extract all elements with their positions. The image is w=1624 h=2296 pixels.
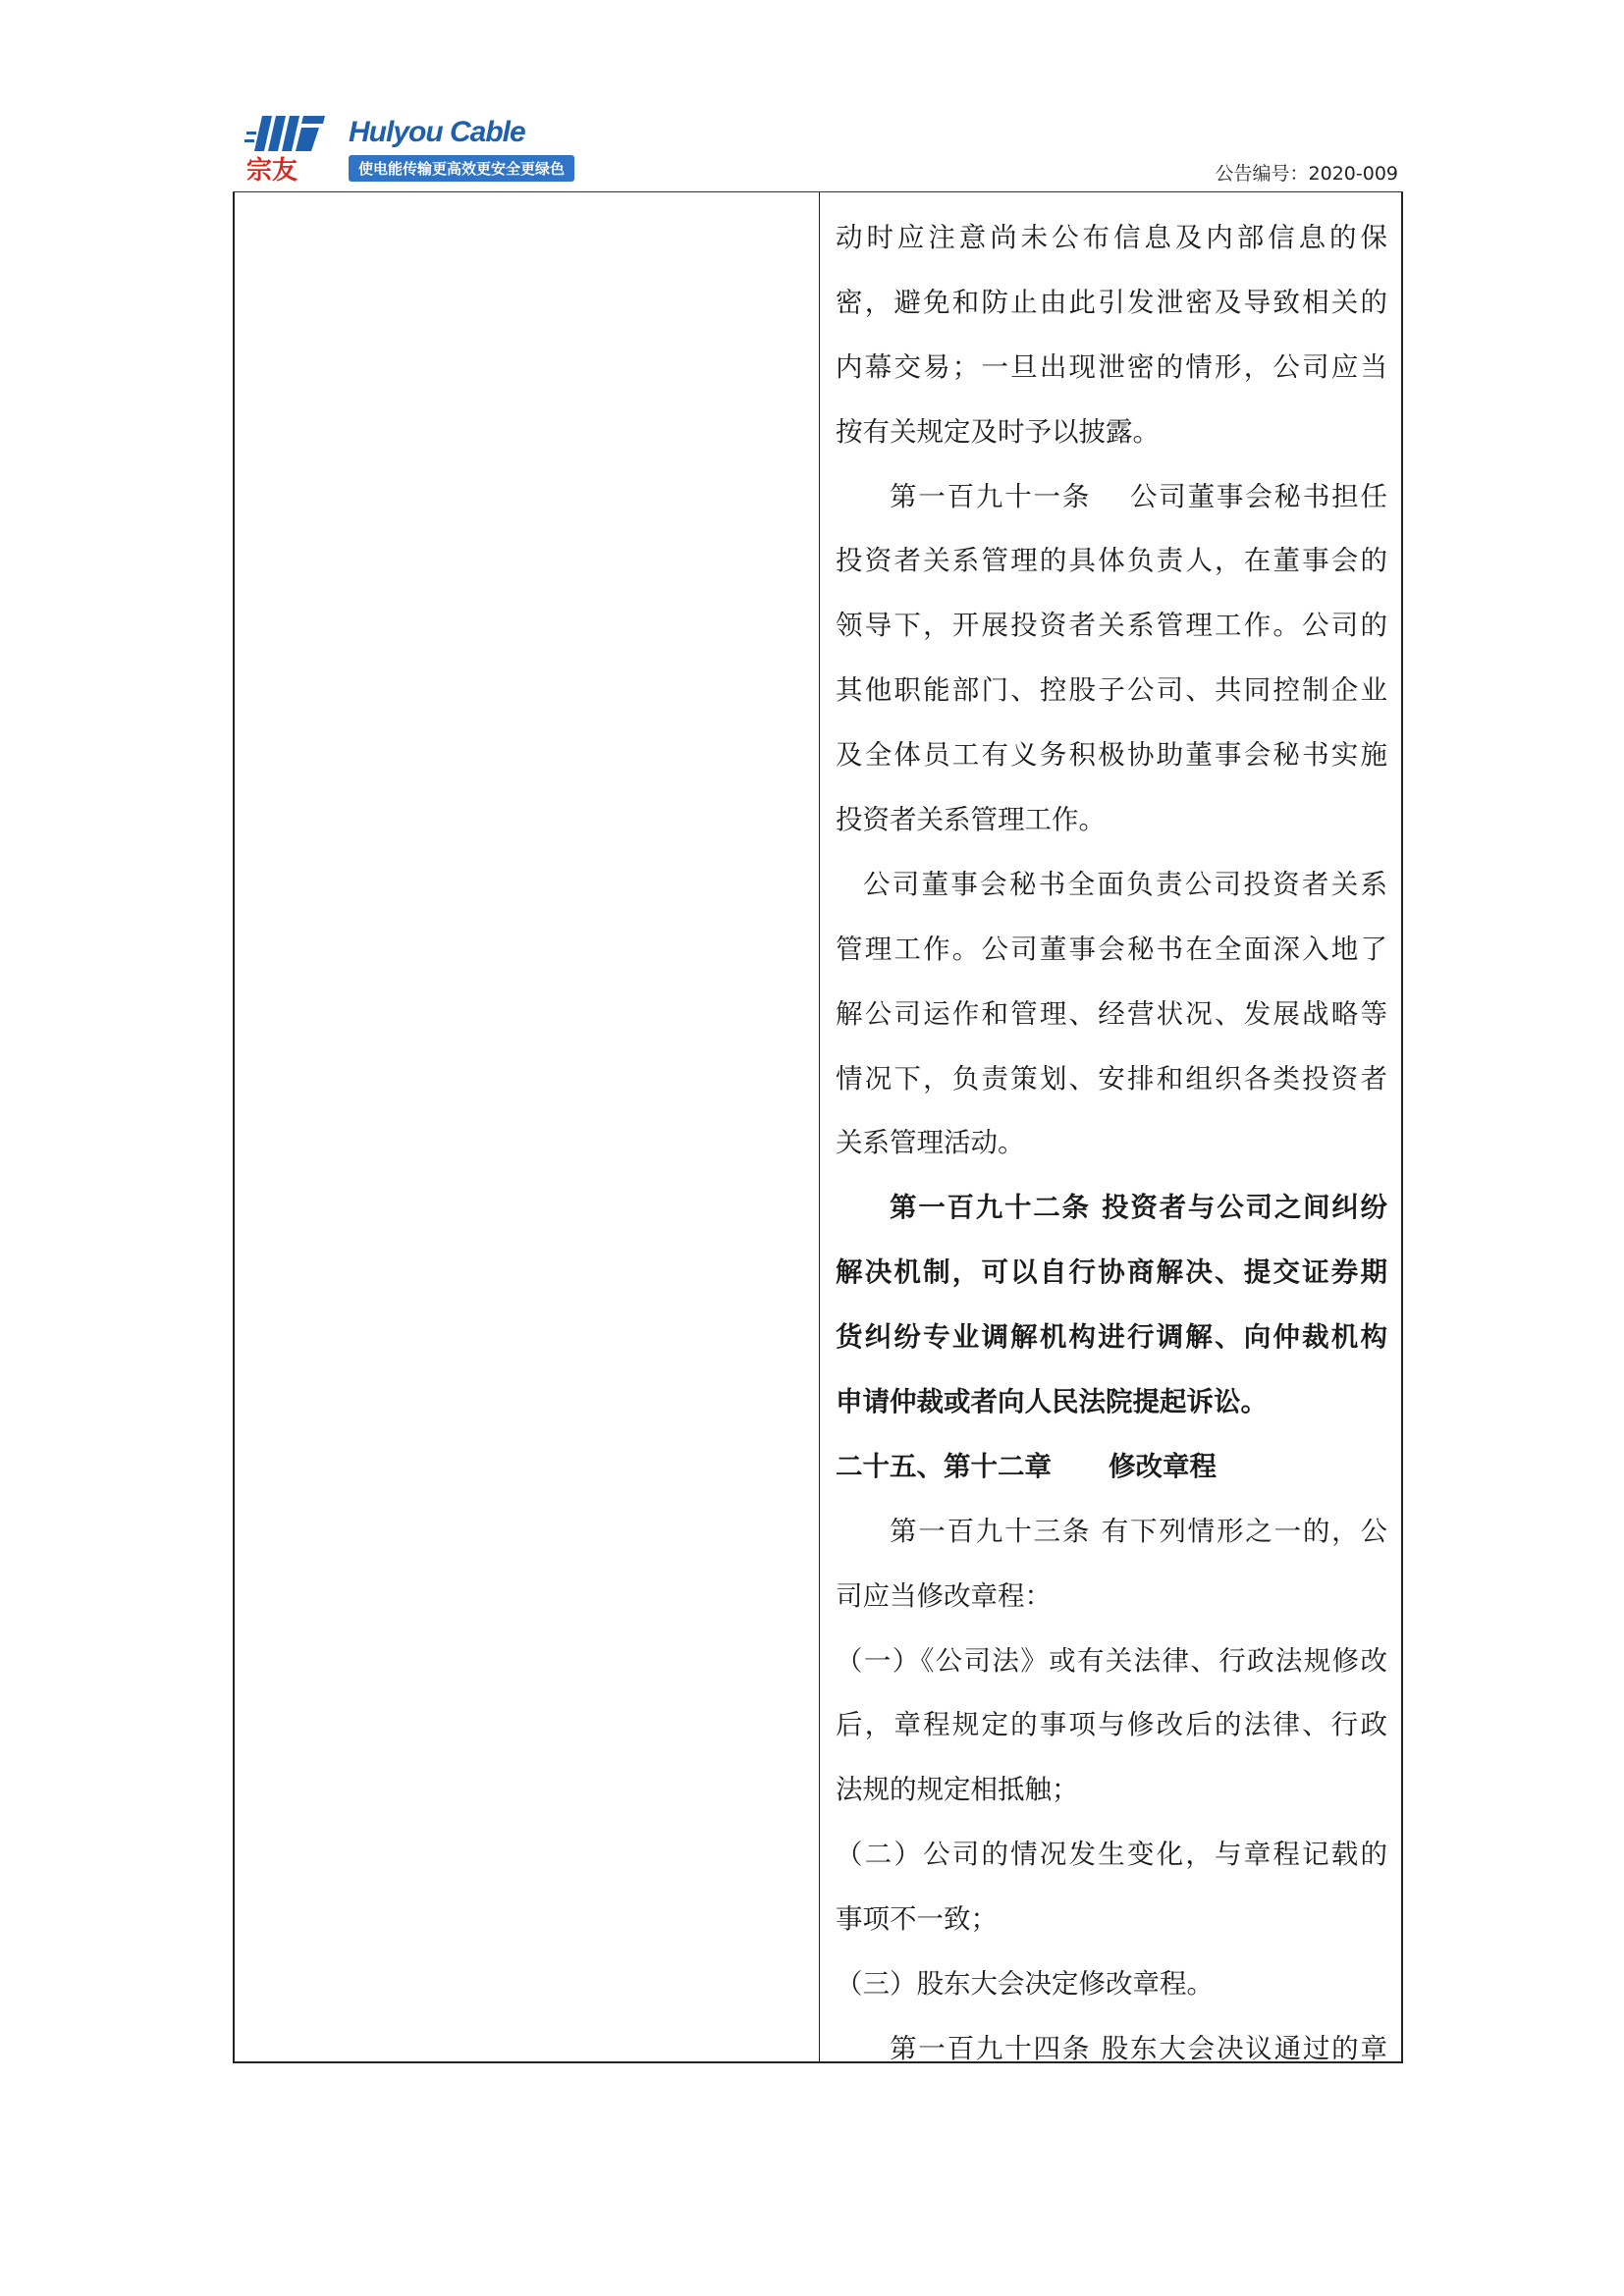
article-192-line: 解决机制，可以自行协商解决、提交证券期 <box>836 1256 1387 1289</box>
logo-english-text: Hulyou Cable <box>349 116 525 148</box>
page-header <box>233 110 1403 192</box>
text-line: 管理工作。公司董事会秘书在全面深入地了 <box>836 933 1387 965</box>
text-line: 关系管理活动。 <box>836 1127 1025 1159</box>
article-191-heading-line <box>836 465 1387 530</box>
text-line: 解公司运作和管理、经营状况、发展战略等 <box>836 997 1387 1030</box>
article-191-title: 第一百九十一条 <box>890 480 1092 512</box>
article-192-line: 货纠纷专业调解机构进行调解、向仲裁机构 <box>836 1321 1387 1354</box>
text-line: 司应当修改章程： <box>836 1579 1052 1612</box>
chapter-12-title: 修改章程 <box>1109 1450 1217 1482</box>
list-item-line: （三）股东大会决定修改章程。 <box>836 1968 1214 2001</box>
list-item-line: 法规的规定相抵触； <box>836 1774 1079 1806</box>
article-192-line: 申请仲裁或者向人民法院提起诉讼。 <box>836 1386 1268 1418</box>
text-line: 领导下，开展投资者关系管理工作。公司的 <box>836 610 1387 642</box>
text-line: 内幕交易；一旦出现泄密的情形，公司应当 <box>836 350 1387 383</box>
table-column-original <box>235 192 820 2061</box>
text-line: 情况下，负责策划、安排和组织各类投资者 <box>836 1062 1387 1095</box>
chapter-12-heading <box>836 1435 1387 1500</box>
text-line: 密，避免和防止由此引发泄密及导致相关的 <box>836 286 1387 318</box>
chapter-12-prefix: 二十五、第十二章 <box>836 1450 1052 1482</box>
list-item-line: 事项不一致； <box>836 1903 998 1936</box>
list-item-line: （一）《公司法》或有关法律、行政法规修改 <box>836 1644 1387 1677</box>
svg-text:宗友: 宗友 <box>246 156 298 183</box>
list-item-line: 后，章程规定的事项与修改后的法律、行政 <box>836 1709 1387 1741</box>
article-191-text: 公司董事会秘书担任 <box>1128 480 1387 512</box>
text-line: 第一百九十三条 有下列情形之一的，公 <box>890 1515 1387 1547</box>
article-192-line: 第一百九十二条 投资者与公司之间纠纷 <box>890 1192 1387 1224</box>
text-line: 动时应注意尚未公布信息及内部信息的保 <box>836 222 1387 253</box>
text-line: 公司董事会秘书全面负责公司投资者关系 <box>863 868 1387 900</box>
logo-slogan: 使电能传输更高效更安全更绿色 <box>349 155 574 182</box>
text-line: 按有关规定及时予以披露。 <box>836 415 1160 448</box>
text-line: 第一百九十四条 股东大会决议通过的章 <box>890 2032 1387 2064</box>
text-line: 投资者关系管理工作。 <box>836 804 1106 836</box>
table-column-revised <box>822 192 1401 2064</box>
logo-mark-icon <box>243 112 331 183</box>
company-logo <box>243 112 567 183</box>
list-item-line: （二）公司的情况发生变化，与章程记载的 <box>836 1839 1387 1871</box>
text-line: 及全体员工有义务积极协助董事会秘书实施 <box>836 739 1387 772</box>
text-line: 其他职能部门、控股子公司、共同控制企业 <box>836 674 1387 707</box>
text-line: 投资者关系管理的具体负责人，在董事会的 <box>836 545 1387 577</box>
announcement-number: 公告编号：2020-009 <box>1215 163 1398 185</box>
comparison-table <box>233 192 1403 2063</box>
